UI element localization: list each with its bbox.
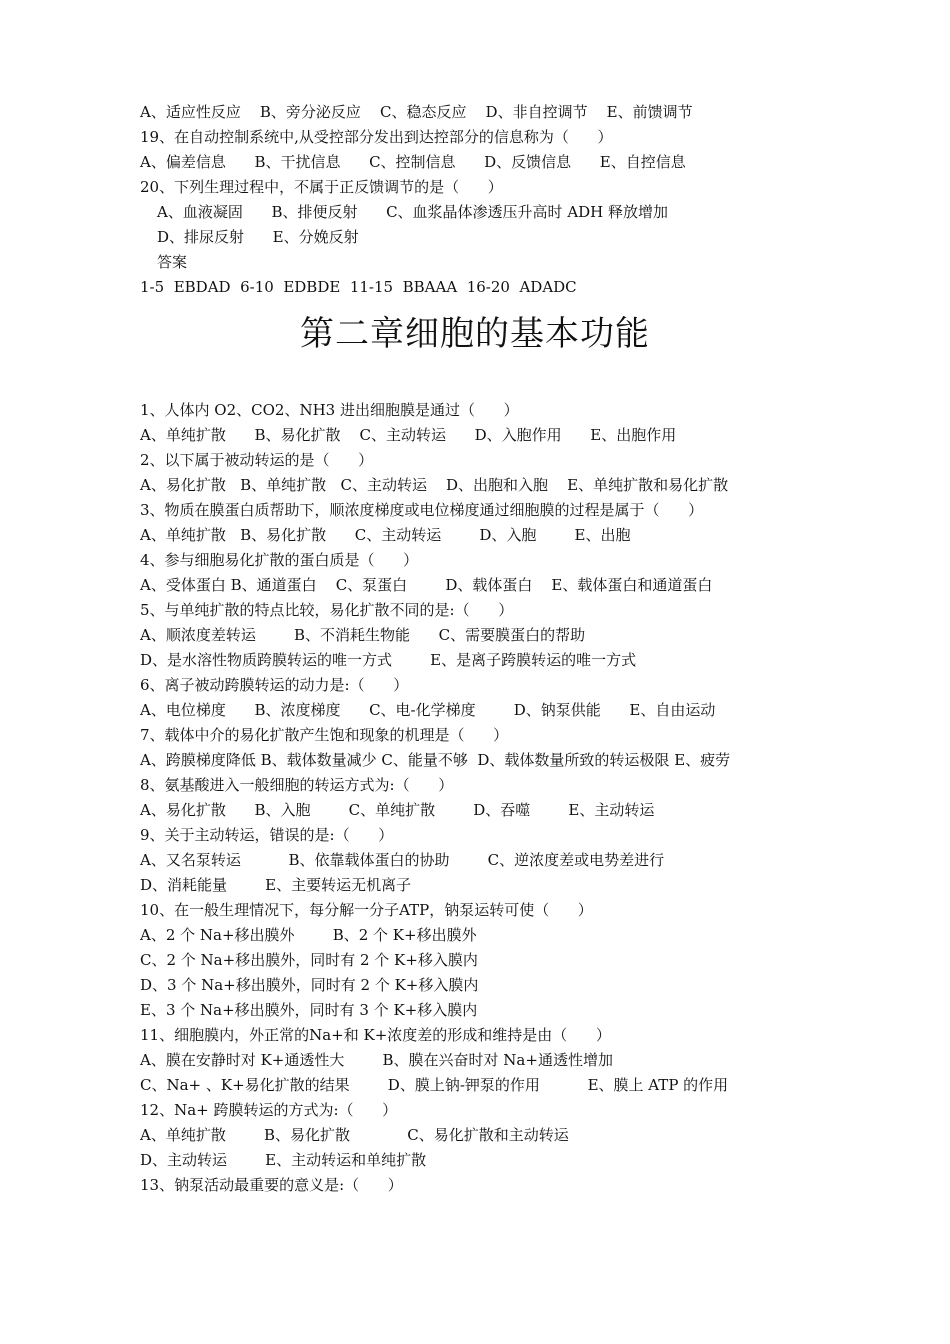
q5-options-row2: D、是水溶性物质跨膜转运的唯一方式 E、是离子跨膜转运的唯一方式	[140, 651, 637, 669]
q10-question: 10、在一般生理情况下，每分解一分子ATP，钠泵运转可使（ ）	[140, 901, 593, 919]
q11-options-row2: C、Na+ 、K+易化扩散的结果 D、膜上钠-钾泵的作用 E、膜上 ATP 的作用	[140, 1076, 729, 1094]
q7-options: A、跨膜梯度降低 B、载体数量减少 C、能量不够 D、载体数量所致的转运极限 E、疲劳	[140, 751, 731, 769]
q1-question: 1、人体内 O2、CO2、NH3 进出细胞膜是通过（ ）	[140, 401, 519, 419]
q11-question: 11、细胞膜内，外正常的Na+和 K+浓度差的形成和维持是由（ ）	[140, 1026, 611, 1044]
q10-options-row1: A、2 个 Na+移出膜外 B、2 个 K+移出膜外	[140, 926, 477, 944]
q3-options: A、单纯扩散 B、易化扩散 C、主动转运 D、入胞 E、出胞	[140, 526, 631, 544]
q9-options-row2: D、消耗能量 E、主要转运无机离子	[140, 876, 412, 894]
q2-question: 2、以下属于被动转运的是（ ）	[140, 451, 374, 469]
q5-options-row1: A、顺浓度差转运 B、不消耗生物能 C、需要膜蛋白的帮助	[140, 626, 586, 644]
q12-options-row1: A、单纯扩散 B、易化扩散 C、易化扩散和主动转运	[140, 1126, 569, 1144]
q10-options-row3: D、3 个 Na+移出膜外，同时有 2 个 K+移入膜内	[140, 976, 479, 994]
q10-options-row2: C、2 个 Na+移出膜外，同时有 2 个 K+移入膜内	[140, 951, 478, 969]
answer-heading: 答案	[157, 253, 188, 271]
q6-question: 6、离子被动跨膜转运的动力是:（ ）	[140, 676, 409, 694]
q2-options: A、易化扩散 B、单纯扩散 C、主动转运 D、出胞和入胞 E、单纯扩散和易化扩散	[140, 476, 729, 494]
q18-options: A、适应性反应 B、旁分泌反应 C、稳态反应 D、非自控调节 E、前馈调节	[140, 103, 693, 121]
q19-question: 19、在自动控制系统中,从受控部分发出到达控部分的信息称为（ ）	[140, 128, 613, 146]
q13-question: 13、钠泵活动最重要的意义是:（ ）	[140, 1176, 403, 1194]
q11-options-row1: A、膜在安静时对 K+通透性大 B、膜在兴奋时对 Na+通透性增加	[140, 1051, 613, 1069]
q10-options-row4: E、3 个 Na+移出膜外，同时有 3 个 K+移入膜内	[140, 1001, 478, 1019]
q1-options: A、单纯扩散 B、易化扩散 C、主动转运 D、入胞作用 E、出胞作用	[140, 426, 677, 444]
q9-options-row1: A、又名泵转运 B、依靠载体蛋白的协助 C、逆浓度差或电势差进行	[140, 851, 665, 869]
q7-question: 7、载体中介的易化扩散产生饱和现象的机理是（ ）	[140, 726, 509, 744]
q4-question: 4、参与细胞易化扩散的蛋白质是（ ）	[140, 551, 419, 569]
q20-options-row2: D、排尿反射 E、分娩反射	[157, 228, 359, 246]
q3-question: 3、物质在膜蛋白质帮助下，顺浓度梯度或电位梯度通过细胞膜的过程是属于（ ）	[140, 501, 704, 519]
q20-question: 20、下列生理过程中，不属于正反馈调节的是（ ）	[140, 178, 503, 196]
answer-key: 1-5 EBDAD 6-10 EDBDE 11-15 BBAAA 16-20 ADADC	[140, 278, 577, 296]
q12-question: 12、Na+ 跨膜转运的方式为:（ ）	[140, 1101, 398, 1119]
q19-options: A、偏差信息 B、干扰信息 C、控制信息 D、反馈信息 E、自控信息	[140, 153, 686, 171]
q5-question: 5、与单纯扩散的特点比较，易化扩散不同的是:（ ）	[140, 601, 514, 619]
q9-question: 9、关于主动转运，错误的是:（ ）	[140, 826, 394, 844]
q8-options: A、易化扩散 B、入胞 C、单纯扩散 D、吞噬 E、主动转运	[140, 801, 655, 819]
q12-options-row2: D、主动转运 E、主动转运和单纯扩散	[140, 1151, 427, 1169]
chapter-title: 第二章细胞的基本功能	[300, 314, 650, 354]
q20-options-row1: A、血液凝固 B、排便反射 C、血浆晶体渗透压升高时 ADH 释放增加	[157, 203, 669, 221]
q6-options: A、电位梯度 B、浓度梯度 C、电-化学梯度 D、钠泵供能 E、自由运动	[140, 701, 716, 719]
q8-question: 8、氨基酸进入一般细胞的转运方式为:（ ）	[140, 776, 454, 794]
q4-options: A、受体蛋白 B、通道蛋白 C、泵蛋白 D、载体蛋白 E、载体蛋白和通道蛋白	[140, 576, 713, 594]
